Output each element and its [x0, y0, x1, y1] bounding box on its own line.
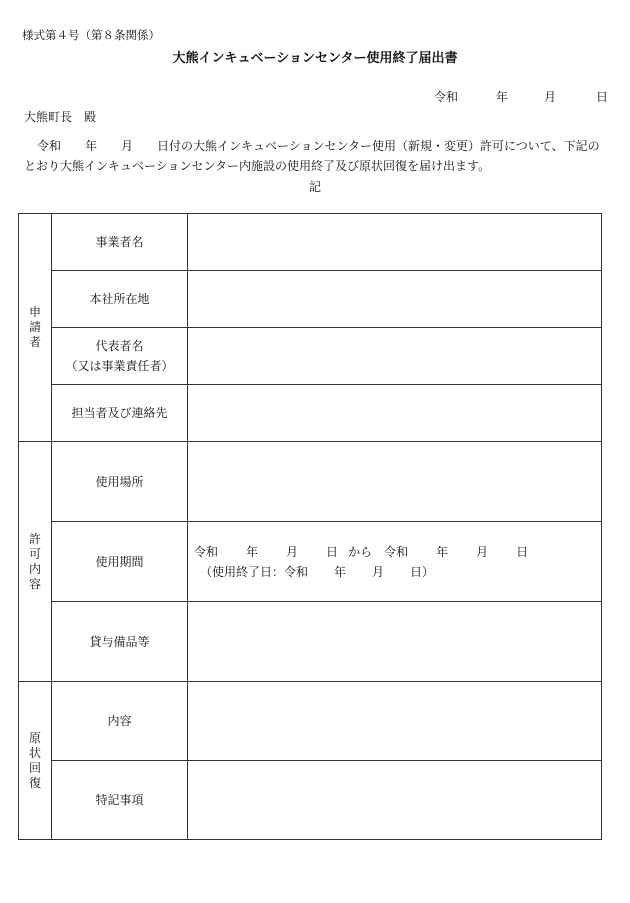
representative-label-line2: （又は事業責任者）	[65, 359, 174, 373]
ki-heading: 記	[308, 180, 321, 194]
restore-content-label: 内容	[52, 682, 188, 761]
date-year: 年	[496, 90, 509, 104]
date-month: 月	[544, 90, 557, 104]
contact-label: 担当者及び連絡先	[52, 385, 188, 442]
permit-group-label: 許可内容	[19, 442, 52, 682]
equipment-label: 貸与備品等	[52, 602, 188, 682]
usage-period-field[interactable]	[188, 522, 602, 602]
period-end-date: （使用終了日：令和 年 月 日）	[200, 564, 435, 579]
special-notes-label: 特記事項	[52, 761, 188, 840]
representative-label	[52, 328, 188, 385]
equipment-field[interactable]	[188, 602, 602, 682]
special-notes-field[interactable]	[188, 761, 602, 840]
date-day: 日	[596, 90, 609, 104]
form-number: 様式第４号（第８条関係）	[22, 28, 160, 42]
date-era: 令和	[434, 90, 459, 104]
contact-field[interactable]	[188, 385, 602, 442]
usage-location-label: 使用場所	[52, 442, 188, 522]
restore-content-field[interactable]	[188, 682, 602, 761]
applicant-group-label: 申請者	[19, 214, 52, 442]
period-range: 令和 年 月 日 から 令和 年 月 日	[194, 544, 529, 559]
body-text: 令和 年 月 日付の大熊インキュベーションセンター使用（新規・変更）許可について、下記のとおり大熊インキュベーションセンター内施設の使用終了及び原状回復を届け出ます。	[24, 139, 600, 173]
addressee: 大熊町長 殿	[24, 110, 97, 124]
representative-label-line1: 代表者名	[95, 339, 144, 353]
restore-group-label: 原状回復	[19, 682, 52, 840]
head-office-field[interactable]	[188, 271, 602, 328]
usage-period-label: 使用期間	[52, 522, 188, 602]
application-form-table	[18, 213, 602, 840]
submission-date	[434, 88, 608, 105]
representative-field[interactable]	[188, 328, 602, 385]
usage-location-field[interactable]	[188, 442, 602, 522]
head-office-label: 本社所在地	[52, 271, 188, 328]
company-name-field[interactable]	[188, 214, 602, 271]
page-title: 大熊インキュベーションセンター使用終了届出書	[172, 51, 458, 66]
company-name-label: 事業者名	[52, 214, 188, 271]
